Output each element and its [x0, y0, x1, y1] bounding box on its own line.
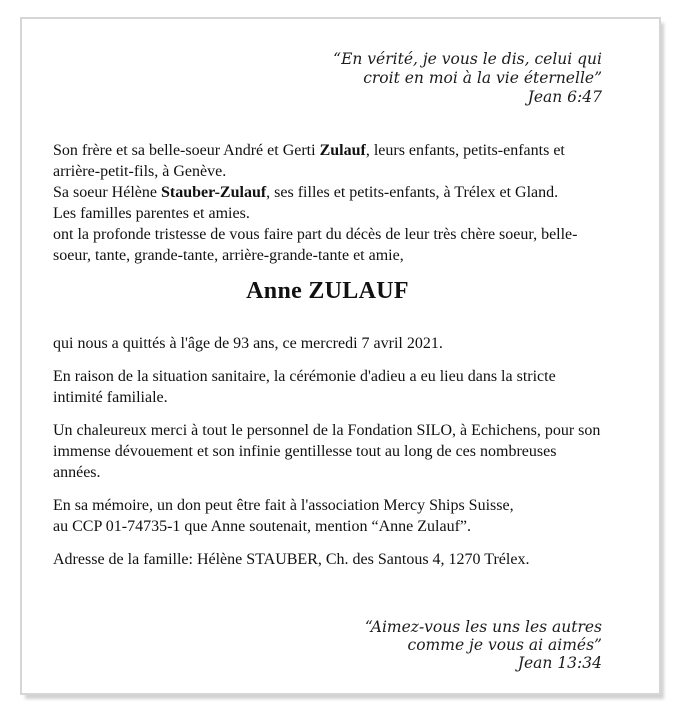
paragraph-line: au CCP 01-74735-1 que Anne soutenait, mention “Anne Zulauf”.: [53, 518, 471, 535]
quote-line: “Aimez-vous les uns les autres: [364, 618, 602, 636]
body-paragraph: [53, 420, 602, 483]
scripture-quote-bottom: [53, 618, 602, 672]
body-paragraph: [53, 333, 602, 354]
quote-line: comme je vous ai aimés”: [407, 636, 602, 654]
family-line: [53, 161, 602, 182]
body-paragraph: [53, 549, 602, 570]
paragraph-line: Adresse de la famille: Hélène STAUBER, Ch. des Santous 4, 1270 Trélex.: [53, 551, 530, 568]
family-text: , leurs enfants, petits-enfants et: [365, 142, 565, 159]
family-announcement: [53, 140, 602, 266]
paragraph-line: Un chaleureux merci à tout le personnel de la Fondation SILO, à Echichens, pour son: [53, 422, 601, 439]
paragraph-line: années.: [53, 464, 101, 481]
quote-top-lines: [53, 50, 602, 88]
family-line: [53, 203, 602, 224]
family-line: [53, 245, 602, 266]
family-line: [53, 224, 602, 245]
family-surname: Zulauf: [319, 142, 366, 159]
family-text: ont la profonde tristesse de vous faire part du décès de leur très chère soeur, belle-: [53, 226, 578, 243]
quote-line: croit en moi à la vie éternelle”: [363, 69, 602, 87]
family-text: Sa soeur Hélène: [53, 184, 161, 201]
quote-line: “En vérité, je vous le dis, celui qui: [333, 50, 602, 68]
quote-top-reference: Jean 6:47: [527, 88, 602, 106]
obituary-document: [20, 17, 661, 695]
family-text: soeur, tante, grande-tante, arrière-grande-tante et amie,: [53, 247, 404, 264]
quote-bottom-reference: Jean 13:34: [517, 654, 602, 672]
family-text: Les familles parentes et amies.: [53, 205, 250, 222]
body-paragraph: [53, 495, 602, 537]
body-paragraphs: [53, 333, 602, 570]
family-text: , ses filles et petits-enfants, à Trélex et Gland.: [266, 184, 559, 201]
quote-bottom-lines: [53, 618, 602, 654]
body-paragraph: [53, 366, 602, 408]
family-text: arrière-petit-fils, à Genève.: [53, 163, 227, 180]
paragraph-line: intimité familiale.: [53, 389, 168, 406]
family-surname: Stauber-Zulauf: [160, 184, 267, 201]
family-text: Son frère et sa belle-soeur André et Gerti: [53, 142, 320, 159]
deceased-name: Anne ZULAUF: [246, 278, 409, 304]
family-line: [53, 140, 602, 161]
paragraph-line: En sa mémoire, un don peut être fait à l'association Mercy Ships Suisse,: [53, 497, 514, 514]
scripture-quote-top: [53, 50, 602, 107]
paragraph-line: immense dévouement et son infinie gentillesse tout au long de ces nombreuses: [53, 443, 557, 460]
paragraph-line: qui nous a quittés à l'âge de 93 ans, ce mercredi 7 avril 2021.: [53, 335, 443, 352]
family-line: [53, 182, 602, 203]
paragraph-line: En raison de la situation sanitaire, la cérémonie d'adieu a eu lieu dans la stricte: [53, 368, 556, 385]
